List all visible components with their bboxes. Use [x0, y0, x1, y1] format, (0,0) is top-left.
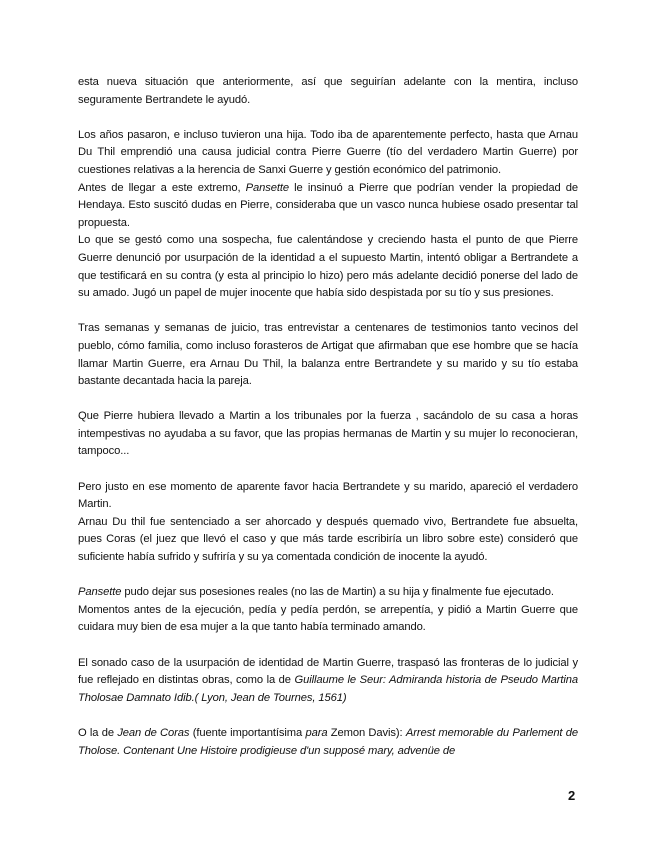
paragraph-2: Los años pasaron, e incluso tuvieron una hija. Todo iba de aparentemente perfecto, hasta que Arnau Du Thil emprendió una causa judicial contra Pierre Guerre (tío del verdadero Martin Guerre) por cuestiones relativas a la herencia de Sanxi Guerre y gestión económico del patrimonio.	[78, 128, 578, 176]
paragraph-12: O la de Jean de Coras (fuente importantísima para Zemon Davis): Arrest memorable du Parlement de Tholose. Contenant Une Histoire prodigieuse d'un supposé mary, advenüe de	[78, 726, 579, 757]
paragraph-6: Que Pierre hubiera llevado a Martin a los tribunales por la fuerza , sacándolo de su casa a horas intempestivas no ayudaba a su favor, que las propias hermanas de Martin y su mujer lo reconocieran, tampoco...	[78, 410, 578, 458]
paragraph-4: Lo que se gestó como una sospecha, fue calentándose y creciendo hasta el punto de que Pierre Guerre denunció por usurpación de la identidad a el supuesto Martin, intentó obligar a Bertrandete a que testificará en su contra (y esta al principio lo hizo) pero más adelante decidió ponerse del lado de su amado. Jugó un papel de mujer inocente que había sido despistada por su tío y sus presiones.	[78, 234, 578, 300]
paragraph-9: Pansette pudo dejar sus posesiones reales (no las de Martin) a su hija y finalmente fue ejecutado.	[78, 586, 554, 599]
paragraph-3: Antes de llegar a este extremo, Pansette le insinuó a Pierre que podrían vender la propiedad de Hendaya. Esto suscitó dudas en Pierre, consideraba que un vasco nunca hubiese osado presentar tal propuesta.	[78, 181, 578, 229]
paragraph-7: Pero justo en ese momento de aparente favor hacia Bertrandete y su marido, apareció el verdadero Martin.	[78, 480, 578, 511]
pansette-name: Pansette	[78, 586, 122, 599]
paragraph-10: Momentos antes de la ejecución, pedía y pedía perdón, se arrepentía, y pidió a Martin Guerre que cuidara muy bien de esa mujer a la que tanto había terminado amando.	[78, 603, 578, 634]
paragraph-1: esta nueva situación que anteriormente, así que seguirían adelante con la mentira, incluso seguramente Bertrandete le ayudó.	[78, 76, 578, 106]
paragraph-11: El sonado caso de la usurpación de identidad de Martin Guerre, traspasó las fronteras de lo judicial y fue reflejado en distintas obras, como la de Guillaume le Seur: Admiranda historia de Pseudo Martina Tholosae Damnato Idib.( Lyon, Jean de Tournes, 1561)	[78, 656, 579, 704]
document-body	[78, 74, 578, 760]
pansette-name: Pansette	[245, 181, 289, 194]
paragraph-5: Tras semanas y semanas de juicio, tras entrevistar a centenares de testimonios tanto vecinos del pueblo, cómo familia, como incluso forasteros de Artigat que afirmaban que ese hombre que se hacía llamar Martin Guerre, era Arnau Du Thil, la balanza entre Bertrandete y su marido y su tío estaba bastante decantada hacia la pareja.	[78, 322, 578, 388]
page-number: 2	[568, 788, 576, 803]
book-title-coras: Arrest memorable du Parlement de Tholose. Contenant Une Histoire prodigieuse d'un supposé mary, advenüe de	[78, 726, 579, 757]
paragraph-8: Arnau Du thil fue sentenciado a ser ahorcado y después quemado vivo, Bertrandete fue absuelta, pues Coras (el juez que llevó el caso y que más tarde escribiría un libro sobre este) consideró que suficiente había sufrido y sufriría y su ya comentada condición de inocente la ayudó.	[78, 515, 578, 564]
book-title-le-seur: Guillaume le Seur: Admiranda historia de Pseudo Martina Tholosae Damnato Idib.( Lyon, Jean de Tournes, 1561)	[78, 674, 579, 704]
